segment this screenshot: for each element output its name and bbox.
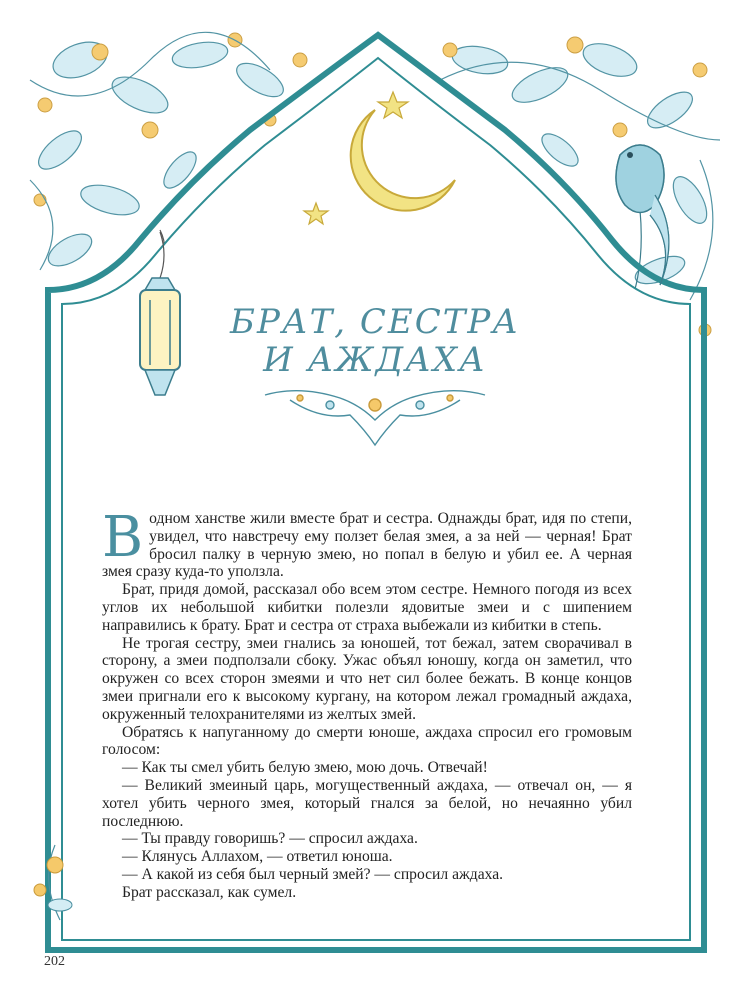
story-title-line-1: БРАТ, СЕСТРА bbox=[229, 302, 521, 342]
paragraph: — Клянусь Аллахом, — ответил юноша. bbox=[122, 848, 393, 866]
paragraph: Водном ханстве жили вместе брат и сестра. Однажды брат, идя по степи, увидел, что навстречу ему ползет белая змея, а за ней — черная! Брат бросил палку в черную змею, но попал в белую и убил ее. А черная змея сразу куда-то уползла. bbox=[102, 505, 632, 581]
story-body bbox=[102, 505, 632, 902]
paragraph: — Ты правду говоришь? — спросил аждаха. bbox=[122, 830, 418, 848]
story-title-line-2: И АЖДАХА bbox=[263, 340, 487, 380]
paragraph: Брат, придя домой, рассказал обо всем этом сестре. Немного погодя из всех углов их небольшой кибитки полезли ядовитые змеи и с шипением направились к брату. Брат и сестра от страха выбежали из кибитки в степь. bbox=[102, 581, 632, 634]
paragraph: Обратясь к напуганному до смерти юноше, аждаха спросил его громовым голосом: bbox=[102, 723, 632, 759]
paragraph: — Великий змеиный царь, могущественный аждаха, — отвечал он, — я хотел убить черного змея, который гнался за белой, но нечаянно убил последнюю. bbox=[102, 776, 632, 830]
page-number: 202 bbox=[44, 954, 65, 969]
drop-cap: В bbox=[102, 505, 144, 570]
paragraph: Брат рассказал, как сумел. bbox=[122, 883, 297, 901]
paragraph: — А какой из себя был черный змей? — спросил аждаха. bbox=[122, 865, 504, 883]
paragraph: — Как ты смел убить белую змею, мою дочь. Отвечай! bbox=[122, 759, 488, 777]
paragraph: Не трогая сестру, змеи гнались за юношей, тот бежал, затем сворачивал в сторону, а змеи подползали сбоку. Ужас объял юношу, когда он заметил, что окружен со всех сторон змеями и что нет сил более бежать. В конце концов змеи пригнали его к высокому кургану, на котором лежал громадный аждаха, окруженный телохранителями из желтых змей. bbox=[102, 634, 632, 723]
